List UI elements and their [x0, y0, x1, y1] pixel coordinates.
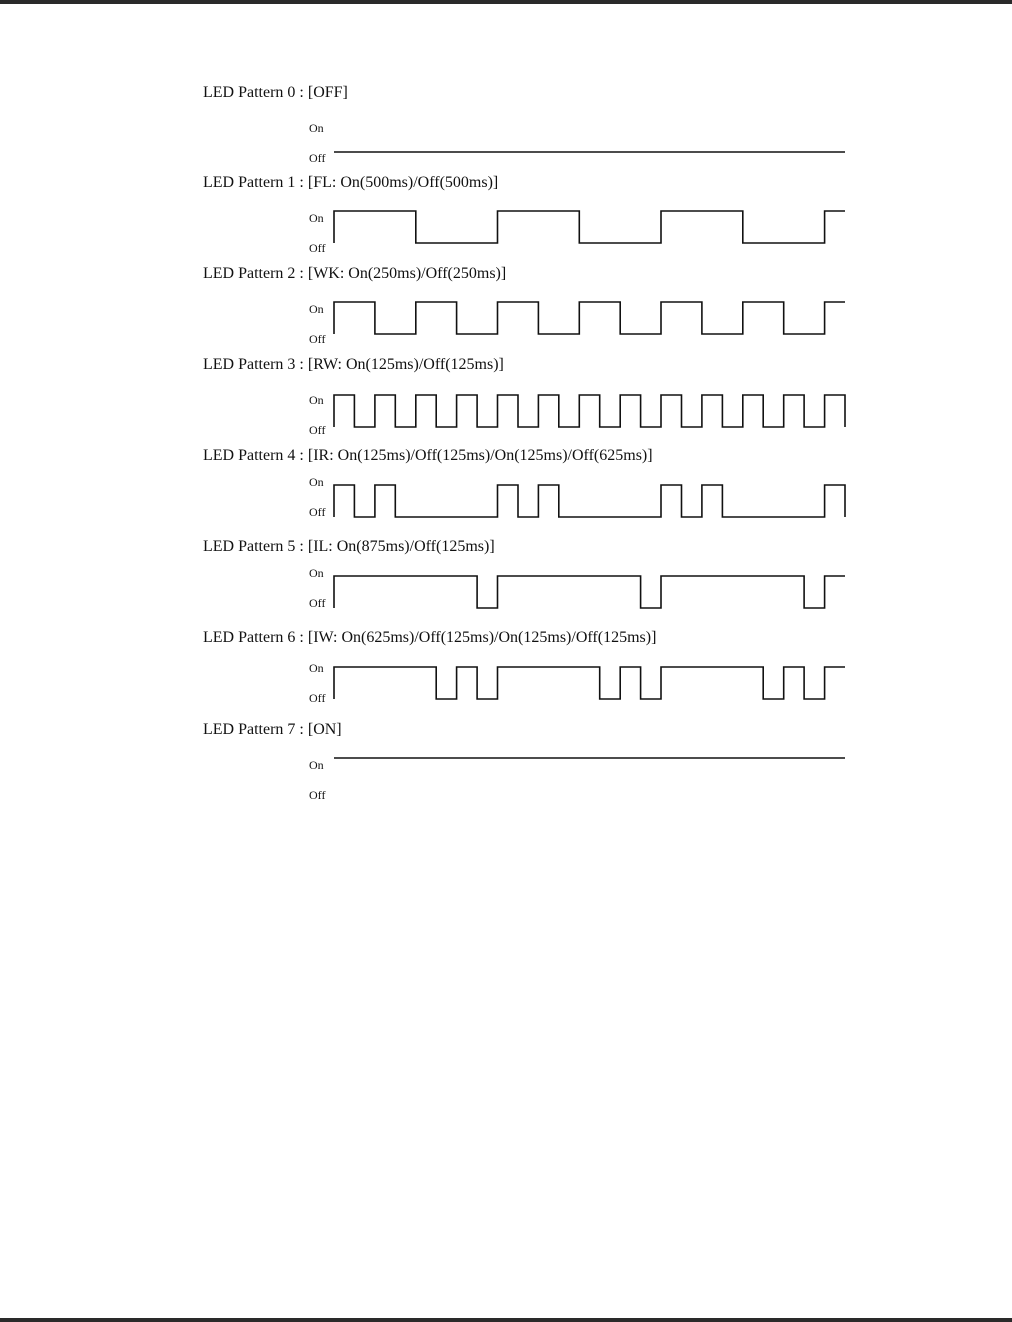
waveform: [0, 173, 1012, 264]
on-level-label: On: [309, 475, 324, 489]
led-pattern-6: [0, 628, 1012, 719]
waveform: [0, 83, 1012, 174]
off-level-label: Off: [309, 505, 326, 519]
pattern-title: LED Pattern 5 : [IL: On(875ms)/Off(125ms)]: [203, 538, 495, 555]
pattern-title: LED Pattern 3 : [RW: On(125ms)/Off(125ms)]: [203, 356, 504, 373]
led-pattern-4: [0, 446, 1012, 537]
pattern-title: LED Pattern 6 : [IW: On(625ms)/Off(125ms)/On(125ms)/Off(125ms)]: [203, 629, 657, 646]
off-level-label: Off: [309, 241, 326, 255]
led-pattern-3: [0, 355, 1012, 446]
on-level-label: On: [309, 211, 324, 225]
waveform-path: [334, 211, 845, 243]
off-level-label: Off: [309, 596, 326, 610]
on-level-label: On: [309, 302, 324, 316]
led-pattern-5: [0, 537, 1012, 628]
bottom-rule: [0, 1318, 1012, 1322]
led-pattern-0: [0, 83, 1012, 174]
waveform: [0, 537, 1012, 628]
on-level-label: On: [309, 393, 324, 407]
waveform: [0, 446, 1012, 537]
waveform: [0, 264, 1012, 355]
waveform: [0, 628, 1012, 719]
pattern-title: LED Pattern 7 : [ON]: [203, 721, 342, 738]
off-level-label: Off: [309, 423, 326, 437]
off-level-label: Off: [309, 332, 326, 346]
top-rule: [0, 0, 1012, 4]
waveform-path: [334, 576, 845, 608]
led-pattern-1: [0, 173, 1012, 264]
pattern-title: LED Pattern 1 : [FL: On(500ms)/Off(500ms)]: [203, 174, 499, 191]
on-level-label: On: [309, 661, 324, 675]
off-level-label: Off: [309, 151, 326, 165]
pattern-title: LED Pattern 2 : [WK: On(250ms)/Off(250ms)]: [203, 265, 507, 282]
waveform-path: [334, 485, 845, 517]
on-level-label: On: [309, 566, 324, 580]
pattern-title: LED Pattern 0 : [OFF]: [203, 84, 348, 101]
pattern-title: LED Pattern 4 : [IR: On(125ms)/Off(125ms)/On(125ms)/Off(625ms)]: [203, 447, 653, 464]
led-pattern-2: [0, 264, 1012, 355]
on-level-label: On: [309, 121, 324, 135]
waveform-path: [334, 302, 845, 334]
waveform-path: [334, 395, 845, 427]
waveform-path: [334, 667, 845, 699]
led-pattern-7: [0, 720, 1012, 811]
on-level-label: On: [309, 758, 324, 772]
waveform: [0, 720, 1012, 811]
off-level-label: Off: [309, 788, 326, 802]
off-level-label: Off: [309, 691, 326, 705]
waveform: [0, 355, 1012, 446]
